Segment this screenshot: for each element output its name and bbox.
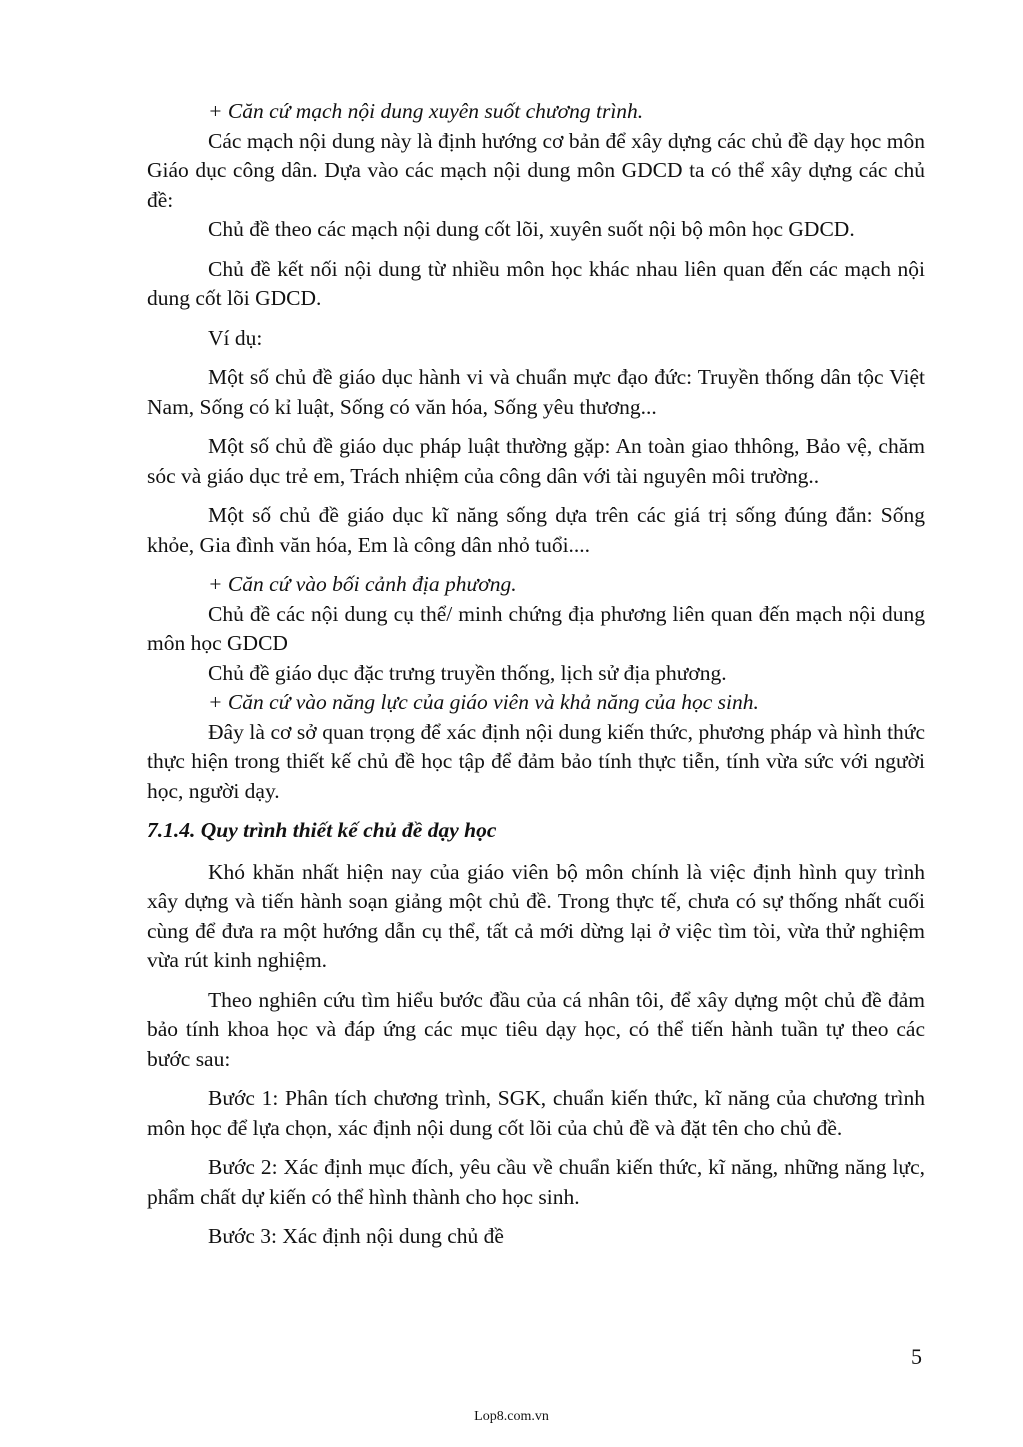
body-paragraph: Một số chủ đề giáo dục pháp luật thường gặp: An toàn giao thhông, Bảo vệ, chăm sóc và giáo dục trẻ em, Trách nhiệm của công dân với tài nguyên môi trường.. (147, 434, 925, 488)
footer-watermark: Lop8.com.vn (474, 1409, 549, 1424)
body-paragraph: Một số chủ đề giáo dục kĩ năng sống dựa trên các giá trị sống đúng đắn: Sống khỏe, Gia đình văn hóa, Em là công dân nhỏ tuổi.... (147, 503, 925, 557)
body-paragraph: Chủ đề theo các mạch nội dung cốt lõi, xuyên suốt nội bộ môn học GDCD. (208, 217, 855, 241)
body-paragraph: Theo nghiên cứu tìm hiểu bước đầu của cá nhân tôi, để xây dựng một chủ đề đảm bảo tính khoa học và đáp ứng các mục tiêu dạy học, có thể tiến hành tuần tự theo các bước sau: (147, 987, 925, 1071)
step-paragraph: Bước 2: Xác định mục đích, yêu cầu về chuẩn kiến thức, kĩ năng, những năng lực, phẩm chất dự kiến có thể hình thành cho học sinh. (147, 1155, 925, 1209)
page-number: 5 (911, 1344, 922, 1369)
body-paragraph: Đây là cơ sở quan trọng để xác định nội dung kiến thức, phương pháp và hình thức thực hiện trong thiết kế chủ đề học tập để đảm bảo tính thực tiễn, tính vừa sức với người học, người dạy. (147, 719, 925, 803)
body-paragraph: Ví dụ: (208, 325, 263, 350)
step-paragraph: Bước 1: Phân tích chương trình, SGK, chuẩn kiến thức, kĩ năng của chương trình môn học để lựa chọn, xác định nội dung cốt lõi của chủ đề và đặt tên cho chủ đề. (147, 1086, 925, 1140)
body-paragraph: Khó khăn nhất hiện nay của giáo viên bộ môn chính là việc định hình quy trình xây dựng và tiến hành soạn giảng một chủ đề. Trong thực tế, chưa có sự thống nhất cuối cùng để đưa ra một hướng dẫn cụ thể, tất cả mới dừng lại ở việc tìm tòi, vừa thử nghiệm vừa rút kinh nghiệm. (147, 859, 925, 972)
step-paragraph: Bước 3: Xác định nội dung chủ đề (208, 1224, 504, 1248)
criterion-heading-ability: + Căn cứ vào năng lực của giáo viên và khả năng của học sinh. (208, 690, 759, 714)
body-paragraph: Một số chủ đề giáo dục hành vi và chuẩn mực đạo đức: Truyền thống dân tộc Việt Nam, Sống có kỉ luật, Sống có văn hóa, Sống yêu thương... (147, 365, 925, 419)
body-paragraph: Chủ đề kết nối nội dung từ nhiều môn học khác nhau liên quan đến các mạch nội dung cốt lõi GDCD. (147, 256, 925, 310)
criterion-heading-local: + Căn cứ vào bối cảnh địa phương. (208, 572, 517, 596)
page-body (147, 97, 925, 1252)
body-paragraph: Các mạch nội dung này là định hướng cơ bản để xây dựng các chủ đề dạy học môn Giáo dục công dân. Dựa vào các mạch nội dung môn GDCD ta có thể xây dựng các chủ đề: (147, 128, 925, 212)
section-heading: 7.1.4. Quy trình thiết kế chủ đề dạy học (147, 818, 497, 842)
criterion-heading-content: + Căn cứ mạch nội dung xuyên suốt chương trình. (208, 99, 644, 123)
body-paragraph: Chủ đề giáo dục đặc trưng truyền thống, lịch sử địa phương. (208, 660, 727, 685)
body-paragraph: Chủ đề các nội dung cụ thể/ minh chứng địa phương liên quan đến mạch nội dung môn học GDCD (147, 601, 925, 655)
